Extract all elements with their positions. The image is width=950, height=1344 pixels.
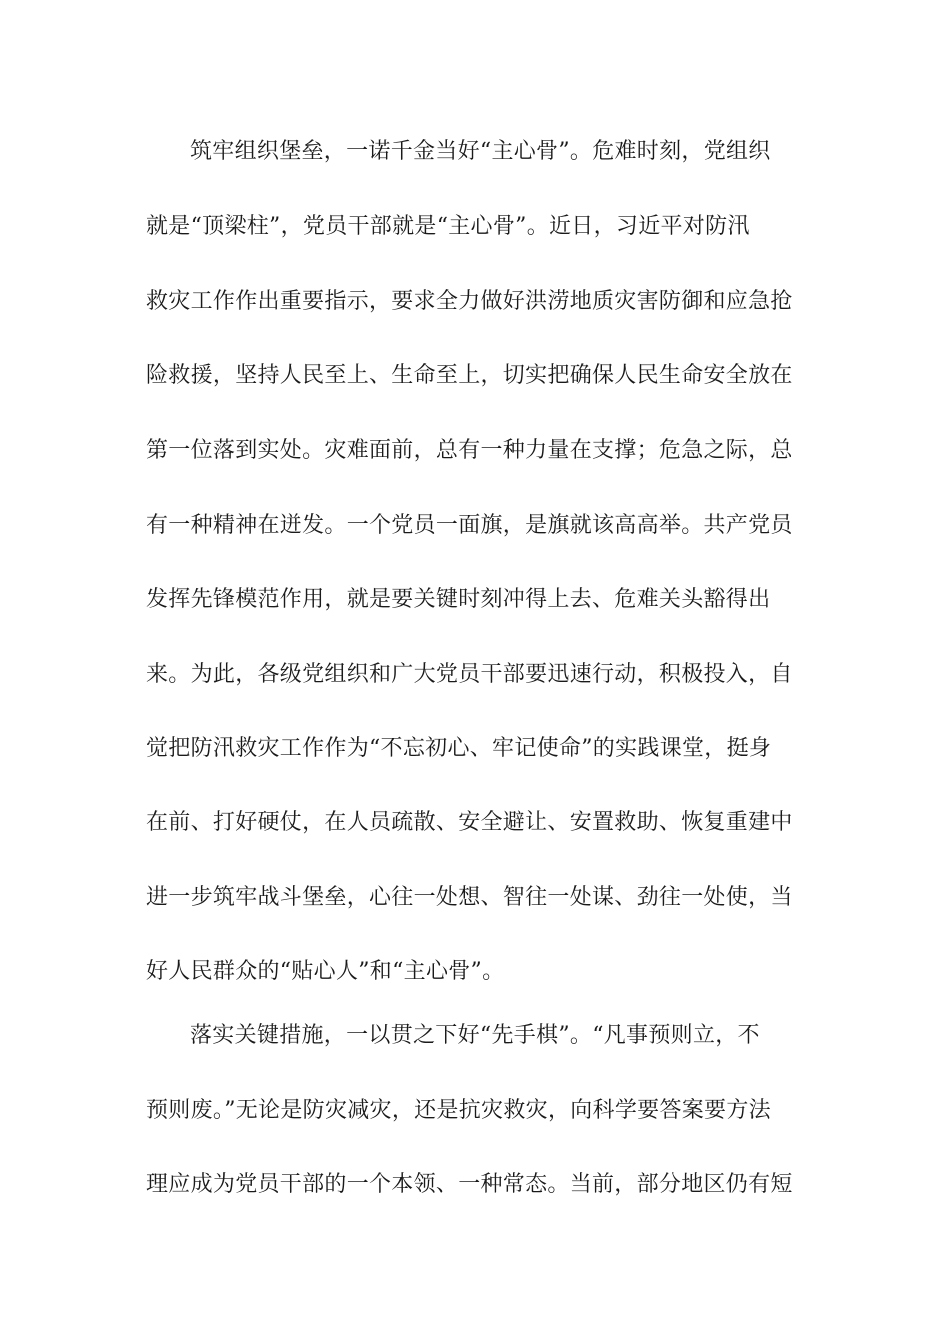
paragraph-1-line-9: 觉把防汛救灾工作作为“不忘初心、牢记使命”的实践课堂，挺身 xyxy=(146,736,772,761)
paragraph-1-line-1: 筑牢组织堡垒，一诺千金当好“主心骨”。危难时刻，党组织 xyxy=(190,139,771,164)
paragraph-1-line-8: 来。为此，各级党组织和广大党员干部要迅速行动，积极投入，自 xyxy=(146,662,793,687)
paragraph-2-line-2: 预则废。”无论是防灾减灾，还是抗灾救灾，向科学要答案要方法 xyxy=(146,1098,771,1123)
paragraph-1-line-10: 在前、打好硬仗，在人员疏散、安全避让、安置救助、恢复重建中 xyxy=(146,810,793,835)
paragraph-2-line-1: 落实关键措施，一以贯之下好“先手棋”。“凡事预则立，不 xyxy=(190,1023,760,1048)
paragraph-1-line-2: 就是“顶梁柱”，党员干部就是“主心骨”。近日，习近平对防汛 xyxy=(146,214,750,239)
paragraph-1-line-5: 第一位落到实处。灾难面前，总有一种力量在支撑；危急之际，总 xyxy=(146,438,793,463)
paragraph-1-line-3: 救灾工作作出重要指示，要求全力做好洪涝地质灾害防御和应急抢 xyxy=(146,289,793,314)
paragraph-1-line-7: 发挥先锋模范作用，就是要关键时刻冲得上去、危难关头豁得出 xyxy=(146,587,771,612)
paragraph-2-line-3: 理应成为党员干部的一个本领、一种常态。当前，部分地区仍有短 xyxy=(146,1172,793,1197)
paragraph-1-line-12: 好人民群众的“贴心人”和“主心骨”。 xyxy=(146,959,505,984)
paragraph-1-line-11: 进一步筑牢战斗堡垒，心往一处想、智往一处谋、劲往一处使，当 xyxy=(146,885,793,910)
paragraph-1-line-6: 有一种精神在迸发。一个党员一面旗，是旗就该高高举。共产党员 xyxy=(146,513,793,538)
paragraph-1-line-4: 险救援，坚持人民至上、生命至上，切实把确保人民生命安全放在 xyxy=(146,363,793,388)
